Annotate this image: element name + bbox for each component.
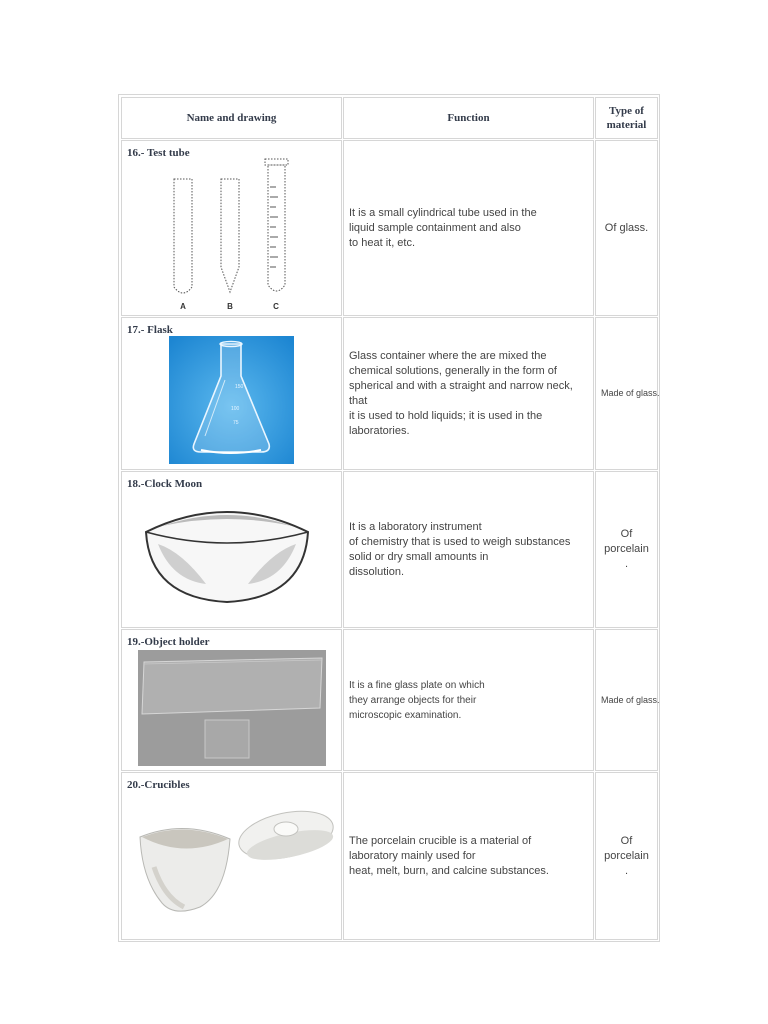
flask-mark-100: 100: [231, 406, 240, 412]
flask-photo: [169, 336, 294, 464]
function-text: It is a fine glass plate on which they arrange objects for their microscopic examination.: [349, 679, 485, 721]
test-tube-label-a: A: [180, 302, 186, 311]
row-object-holder-function-cell: [343, 629, 594, 771]
function-text: It is a small cylindrical tube used in the liquid sample containment and also to heat it, etc.: [349, 206, 537, 249]
material-text: Of glass.: [604, 221, 649, 234]
row-title: 17.- Flask: [127, 324, 173, 336]
row-test-tube-material-cell: [595, 140, 658, 316]
row-flask-function-cell: [343, 317, 594, 470]
function-text: The porcelain crucible is a material of laboratory mainly used for heat, melt, burn, and calcine substances.: [349, 834, 549, 877]
material-text: Of porcelain .: [604, 528, 649, 570]
material-text: Made of glass.: [601, 694, 660, 705]
test-tube-drawing: [162, 157, 292, 315]
flask-mark-150: 150: [235, 384, 244, 390]
row-crucibles-material-cell: [595, 772, 658, 940]
header-material-text: Type of material: [606, 105, 647, 131]
material-text: Made of glass.: [601, 388, 660, 398]
row-clock-moon-function-cell: [343, 471, 594, 628]
row-test-tube-function-cell: [343, 140, 594, 316]
function-text: Glass container where the are mixed the chemical solutions, generally in the form of spherical and with a straight and narrow neck, that it is used to hold liquids; it is used in the laboratories.: [349, 349, 573, 437]
header-function: [343, 97, 594, 139]
row-flask-material-cell: [595, 317, 658, 470]
row-test-tube-name-cell: [121, 140, 342, 316]
row-title: 16.- Test tube: [127, 147, 190, 159]
row-flask-name-cell: [121, 317, 342, 470]
flask-mark-75: 75: [233, 420, 239, 426]
material-text: Of porcelain .: [604, 834, 649, 877]
row-title: 20.-Crucibles: [127, 779, 190, 791]
header-material: [595, 97, 658, 139]
row-clock-moon-material-cell: [595, 471, 658, 628]
lab-materials-table: [118, 94, 660, 942]
header-name-text: Name and drawing: [186, 112, 277, 124]
test-tube-label-b: B: [227, 302, 233, 311]
header-name: [121, 97, 342, 139]
function-text: It is a laboratory instrument of chemistry that is used to weigh substances solid or dry small amounts in dissolution.: [349, 520, 571, 578]
slide-photo: [138, 650, 326, 766]
row-object-holder-material-cell: [595, 629, 658, 771]
row-crucibles-name-cell: [121, 772, 342, 940]
crucibles-photo: [134, 807, 334, 919]
test-tube-label-c: C: [273, 302, 279, 311]
row-title: 19.-Object holder: [127, 636, 210, 648]
watch-glass-drawing: [142, 498, 312, 610]
row-object-holder-name-cell: [121, 629, 342, 771]
row-title: 18.-Clock Moon: [127, 478, 203, 490]
header-function-text: Function: [447, 112, 490, 124]
row-crucibles-function-cell: [343, 772, 594, 940]
row-clock-moon-name-cell: [121, 471, 342, 628]
